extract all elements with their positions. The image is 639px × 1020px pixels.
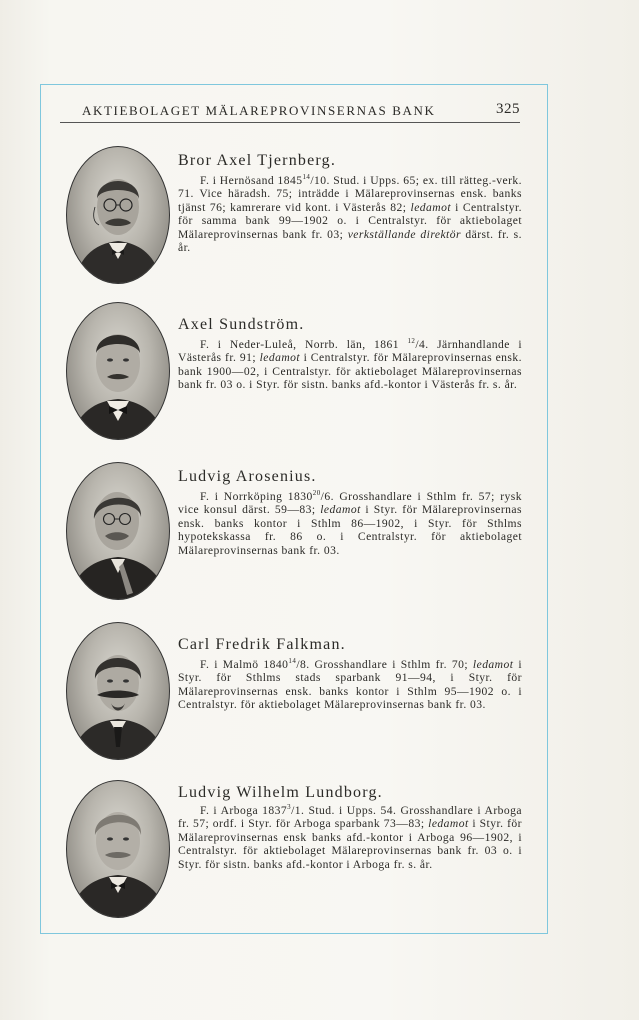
date-superscript: 14 xyxy=(288,657,297,666)
portrait-photo xyxy=(66,302,170,440)
biography-entry xyxy=(60,622,530,772)
bio-segment: i Centralstyr. för samma bank 99—1902 o. i Centralstyr. för aktiebolaget Mälareprovinsernas bank fr. 03; xyxy=(178,200,523,241)
biography-text xyxy=(178,804,522,871)
running-head xyxy=(60,100,520,123)
italic-term: ledamot xyxy=(410,200,452,214)
biography-text xyxy=(178,658,522,712)
bio-segment: /8. Grosshandlare i Sthlm fr. 70; xyxy=(296,658,473,671)
biography-entry xyxy=(60,146,530,296)
biography-text xyxy=(178,174,522,254)
biography-entry xyxy=(60,462,530,612)
person-name: Ludvig Arosenius. xyxy=(178,468,317,485)
date-superscript: 12 xyxy=(407,337,416,346)
italic-term: ledamot xyxy=(428,817,469,831)
biography-text xyxy=(178,490,522,557)
italic-term: ledamot xyxy=(259,351,301,365)
person-name: Bror Axel Tjernberg. xyxy=(178,152,337,169)
portrait-photo xyxy=(66,146,170,284)
bio-segment: i Centralstyr. för Mälareprovinsernas ensk. bank 1900—02, i Centralstyr. för aktiebolaget Mälareprovinsernas bank fr. 03 o. i Styr. för sistn. banks afd.-kontor i Västerås fr. s. år. xyxy=(178,351,522,392)
biography-entry xyxy=(60,302,530,452)
bio-segment: /4. Järnhandlande i Västerås fr. 91; xyxy=(178,338,522,365)
date-superscript: 14 xyxy=(302,173,311,182)
bio-segment: F. i Neder-Luleå, Norrb. län, 1861 xyxy=(200,338,408,351)
bio-segment: F. i Malmö 1840 xyxy=(200,658,289,671)
bio-segment: F. i Norrköping 1830 xyxy=(200,490,313,503)
bio-segment: i Styr. för Mälareprovinsernas ensk. banks kontor i Sthlm 86—1902, i Styr. för Sthlms hypotekskassa fr. 86 o. i Centralstyr. för aktiebolaget Mälareprovinsernas bank fr. 03. xyxy=(178,503,522,557)
bio-segment: /10. Stud. i Upps. 65; ex. till rätteg.-verk. 71. Vice häradsh. 75; inträdde i Mälareprovinsernas ensk. banks tjänst 76; kamrerare vid kont. i Västerås 82; xyxy=(178,174,523,214)
biography-text xyxy=(178,338,522,392)
person-name: Ludvig Wilhelm Lundborg. xyxy=(178,784,383,801)
page-number: 325 xyxy=(496,101,520,117)
bio-segment: F. i Hernösand 1845 xyxy=(200,174,303,187)
italic-term: ledamot xyxy=(472,658,514,671)
portrait-photo xyxy=(66,462,170,600)
bio-segment: /6. Grosshandlare i Sthlm fr. 57; rysk vice konsul därst. 59—83; xyxy=(178,490,523,517)
running-head-title: AKTIEBOLAGET MÄLAREPROVINSERNAS BANK xyxy=(82,103,436,118)
portrait-photo xyxy=(66,622,170,760)
italic-term: ledamot xyxy=(320,503,361,517)
italic-term: verkställande direktör xyxy=(347,227,461,241)
bio-segment: F. i Arboga 1837 xyxy=(200,804,288,817)
date-superscript: 3 xyxy=(287,803,292,812)
bio-segment: i Styr. för Mälareprovinsernas ensk banks afd.-kontor i Arboga 96—1902, i Centralstyr. för aktiebolaget Mälareprovinsernas bank fr. 03 o. i Styr. för sistn. banks afd.-kontor i Arboga fr. s. år. xyxy=(178,817,522,871)
person-name: Carl Fredrik Falkman. xyxy=(178,636,346,653)
bio-segment: därst. fr. s. år. xyxy=(178,227,522,255)
portrait-photo xyxy=(66,780,170,918)
person-name: Axel Sundström. xyxy=(178,316,305,333)
bio-segment: /1. Stud. i Upps. 54. Grosshandlare i Arboga fr. 57; ordf. i Styr. för Arboga sparbank 73—83; xyxy=(178,804,522,831)
date-superscript: 20 xyxy=(312,489,321,498)
biography-entry xyxy=(60,780,530,930)
bio-segment: i Styr. för Sthlms stads sparbank 91—94, i Styr. för Mälareprovinsernas ensk. banks kontor i Sthlm 95—1902 o. i Centralstyr. för aktiebolaget Mälareprovinsernas bank fr. 03. xyxy=(178,658,523,712)
